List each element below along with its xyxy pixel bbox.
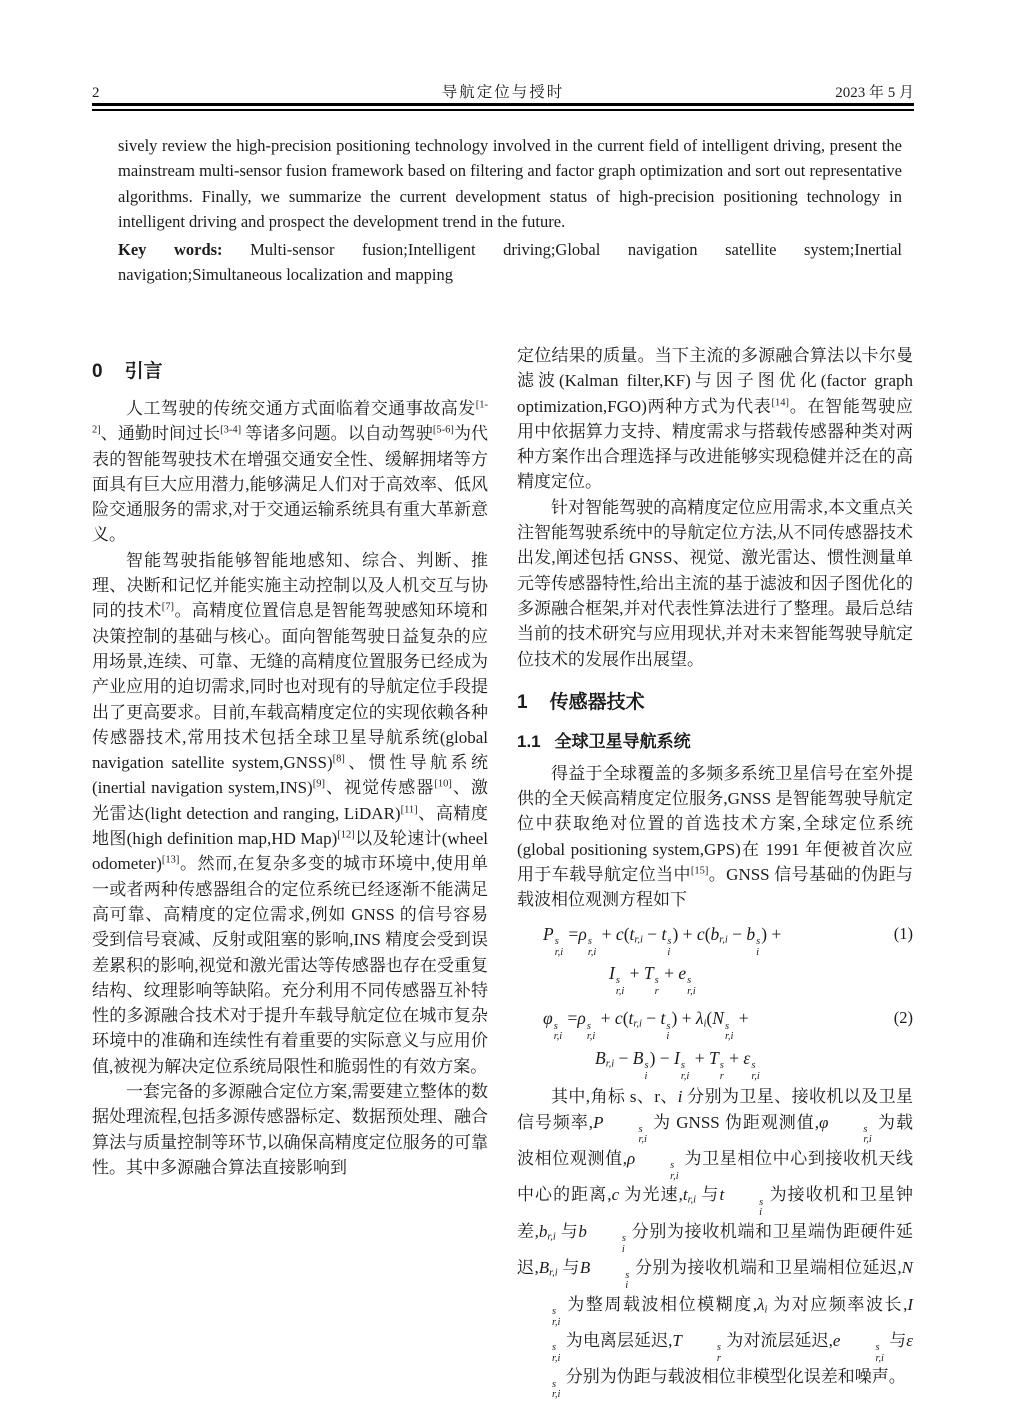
page-number: 2 <box>92 85 100 101</box>
abstract-continuation <box>118 133 902 288</box>
keywords-line <box>118 237 902 288</box>
continuation-paragraph: 定位结果的质量。当下主流的多源融合算法以卡尔曼滤波(Kalman filter,KF)与因子图优化(factor graph optimization,FGO)两种方式为代表[14]。在智能驾驶应用中依据算力支持、精度需求与搭载传感器种类对两种方案作出合理选择与改进能够实现稳健并泛在的高精度定位。 <box>517 346 913 492</box>
journal-title: 导航定位与授时 <box>441 84 565 101</box>
section-heading-sensors <box>517 687 913 714</box>
gnss-paragraph-1: 得益于全球覆盖的多频多系统卫星信号在室外提供的全天候高精度定位服务,GNSS 是智能驾驶导航定位中获取绝对位置的首选技术方案,全球定位系统(global positioning system,GPS)在 1991 年便被首次应用于车载导航定位当中[15]。GNSS 信号基础的伪距与载波相位观测方程如下 <box>517 763 913 910</box>
keywords-text: Multi-sensor fusion;Intelligent driving;Global navigation satellite system;Inertial navigation;Simultaneous localization and mapping <box>118 240 903 285</box>
intro-paragraph-3: 一套完备的多源融合定位方案,需要建立整体的数据处理流程,包括多源传感器标定、数据预处理、融合算法与质量控制等环节,以确保高精度定位服务的可靠性。其中多源融合算法直接影响到 <box>92 1082 488 1177</box>
two-column-body <box>92 341 914 1401</box>
header-rule-thin <box>92 109 914 111</box>
header-rule-thick <box>92 103 914 106</box>
equation-2-body <box>517 1003 867 1082</box>
intro-paragraph-2: 智能驾驶指能够智能地感知、综合、判断、推理、决断和记忆并能实施主动控制以及人机交互与协同的技术[7]。高精度位置信息是智能驾驶感知环境和决策控制的基础与核心。面向智能驾驶日益复杂的应用场景,连续、可靠、无缝的高精度位置服务已经成为产业应用的迫切需求,同时也对现有的导航定位手段提出了更高要求。目前,车载高精度定位的实现依赖各种传感器技术,常用技术包括全球卫星导航系统(global navigation satellite system,GNSS)[8]、惯性导航系统(inertial navigation system,INS)[9]、视觉传感器[10]、激光雷达(light detection and ranging, LiDAR)[11]、高精度地图(high definition map,HD Map)[12]以及轮速计(wheel odometer)[13]。然而,在复杂多变的城市环境中,使用单一或者两种传感器组合的定位系统已经逐渐不能满足高可靠、高精度的定位需求,例如 GNSS 的信号容易受到信号衰减、反射或阻塞的影响,INS 精度会受到误差累积的影响,视觉和激光雷达等传感器也存在受重复结构、纹理影响等缺陷。充分利用不同传感器互补特性的多源融合技术对于提升车载导航定位在城市复杂环境中的准确和连续性有着重要的实际意义与应用价值,被视为解决定位系统局限性和脆弱性的有效方案。 <box>92 550 489 1076</box>
section-title: 传感器技术 <box>549 691 645 713</box>
right-column <box>517 341 913 1401</box>
page-header <box>92 80 914 102</box>
equation-1-line-2: I s r,i + T s r + e s r,i <box>609 963 696 997</box>
equation-2-line-1: φ s r,i =ρ s r,i + $c(t_{r,i} - t$ s i ) + $\lambda_i(N$ s r,i + <box>543 1008 749 1043</box>
equation-1-number: (1) <box>893 923 913 943</box>
gnss-paragraph-2: 其中,角标 s、r、i 分别为卫星、接收机以及卫星信号频率,P s r,i 为 GNSS 伪距观测值,φ s r,i 为载波相位观测值,ρ s r,i 为卫星相位中心到接收机天线中心的距离,c 为光速$,t_{r,i}$ 与t s i 为接收机和卫星钟差$,b_{r,i}$ 与b s i 分别为接收机端和卫星端伪距硬件延迟$,B_{r,i}$ 与B s i 分别为接收机端和卫星端相位延迟,N s r,i 为整周载波相位模糊度$,\lambda_i$ 为对应频率波长,I s r,i 为电离层延迟,T s r 为对流层延迟,e s r,i 与ε s r,i 分别为伪距与载波相位非模型化误差和噪声。 <box>517 1087 914 1401</box>
section-heading-intro <box>92 356 488 383</box>
equation-1 <box>517 919 913 998</box>
equation-1-body <box>517 919 867 998</box>
equation-2 <box>517 1003 913 1082</box>
section-number: 0 <box>92 361 103 382</box>
equation-2-line-2: $B_{r,i} - B$ s i ) − I s r,i + T s r + ε s r,i <box>595 1047 760 1082</box>
section-title: 引言 <box>124 361 163 382</box>
keywords-label: Key words: <box>118 240 223 260</box>
header-rule <box>92 103 914 111</box>
overview-paragraph: 针对智能驾驶的高精度定位应用需求,本文重点关注智能驾驶系统中的导航定位方法,从不同传感器技术出发,阐述包括 GNSS、视觉、激光雷达、惯性测量单元等传感器特性,给出主流的基于滤波和因子图优化的多源融合框架,并对代表性算法进行了整理。最后总结当前的技术研究与应用现状,并对未来智能驾驶导航定位技术的发展作出展望。 <box>517 497 913 669</box>
subsection-number: 1.1 <box>517 731 541 751</box>
subsection-heading-gnss <box>517 727 913 752</box>
left-column <box>92 341 488 1401</box>
issue-date: 2023 年 5 月 <box>835 85 914 101</box>
section-number: 1 <box>517 691 528 713</box>
subsection-title: 全球卫星导航系统 <box>554 731 691 751</box>
abstract-text: sively review the high-precision positioning technology involved in the current field of intelligent driving, present the mainstream multi-sensor fusion framework based on filtering and factor graph optimization and sort out representative algorithms. Finally, we summarize the current development status of high-precision positioning technology in intelligent driving and prospect the development trend in the future. <box>118 136 902 231</box>
equation-1-line-1: P s r,i =ρ s r,i + $c(t_{r,i} - t$ s i ) + $c(b_{r,i} - b$ s i ) + <box>543 923 782 958</box>
intro-paragraph-1: 人工驾驶的传统交通方式面临着交通事故高发[1-2]、通勤时间过长[3-4] 等诸多问题。以自动驾驶[5-6]为代表的智能驾驶技术在增强交通安全性、缓解拥堵等方面具有巨大应用潜力,能够满足人们对于高效率、低风险交通服务的需求,对于交通运输系统具有重大革新意义。 <box>92 399 489 545</box>
equation-2-number: (2) <box>893 1008 913 1028</box>
